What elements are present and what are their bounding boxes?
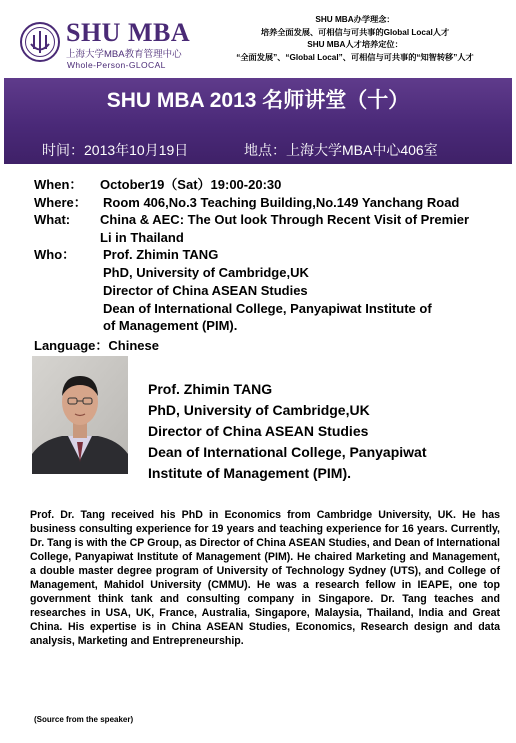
when-label: When： — [34, 177, 83, 192]
what-label: What: — [34, 212, 71, 227]
lecture-title: SHU MBA 2013 名师讲堂（十） — [106, 89, 410, 112]
who-line: of Management (PIM). — [103, 318, 238, 333]
logo-subtitle: 上海大学MBA教育管理中心 — [66, 49, 182, 60]
lecture-place: 地点：上海大学MBA中心406室 — [244, 142, 438, 158]
when-value: October19（Sat）19:00-20:30 — [100, 177, 282, 192]
philosophy-title: SHU MBA办学理念： — [315, 15, 395, 24]
who-label: Who： — [34, 247, 76, 262]
where-value: Room 406,No.3 Teaching Building,No.149 Yanchang Road — [103, 195, 460, 210]
shu-logo-seal-icon — [20, 22, 60, 62]
what-value-line1: China & AEC: The Out look Through Recent Visit of Premier — [100, 212, 470, 227]
what-value-line2: Li in Thailand — [100, 230, 184, 245]
who-line: PhD, University of Cambridge,UK — [103, 265, 309, 280]
who-line: Dean of International College, Panyapiwat Institute of — [103, 301, 432, 316]
language-line: Language：Chinese — [34, 338, 159, 353]
logo-name: SHU MBA — [66, 18, 191, 47]
program-philosophy — [200, 14, 510, 64]
where-label: Where： — [34, 195, 87, 210]
speaker-photo — [32, 356, 128, 474]
speaker-line: PhD, University of Cambridge,UK — [148, 402, 370, 418]
who-line: Director of China ASEAN Studies — [103, 283, 308, 298]
lecture-time: 时间：2013年10月19日 — [42, 142, 189, 158]
philosophy-text: 培养全面发展、可相信与可共事的Global Local人才 — [260, 27, 450, 37]
positioning-text: “全面发展”、“Global Local”、可相信与可共事的“知智转移”人才 — [236, 52, 474, 62]
speaker-biography: Prof. Dr. Tang received his PhD in Economics from Cambridge University, UK. He has business consulting experience for 19 years and teaching experience for 16 years. Currently, Dr. Tang is with the CP Group, as Director of China ASEAN Studies, and Dean of International College, Panyapiwat Institute of Management (PIM). He chaired Marketing and Management, a double master degree program of University of Technology Sydney (UTS), and College of Management, Mahidol University (CMMU). He was a research fellow in IEAPE, one top government think tank and consulting company in Singapore. Dr. Tang teaches and researches in USA, UK, France, Australia, Singapore, Malaysia, Thailand, India and Great China. His expertise is in China ASEAN Studies, Economics, Research design and data analysis, Marketing and Entrepreneurship. — [30, 509, 500, 647]
speaker-line: Director of China ASEAN Studies — [148, 423, 369, 439]
speaker-line: Institute of Management (PIM). — [148, 465, 351, 481]
logo-tagline: Whole-Person-GLOCAL — [67, 60, 166, 70]
positioning-title: SHU MBA人才培养定位： — [307, 40, 403, 49]
speaker-line: Prof. Zhimin TANG — [148, 381, 273, 397]
source-note: (Source from the speaker) — [34, 715, 134, 724]
who-line: Prof. Zhimin TANG — [103, 247, 219, 262]
speaker-line: Dean of International College, Panyapiwat — [148, 444, 427, 460]
